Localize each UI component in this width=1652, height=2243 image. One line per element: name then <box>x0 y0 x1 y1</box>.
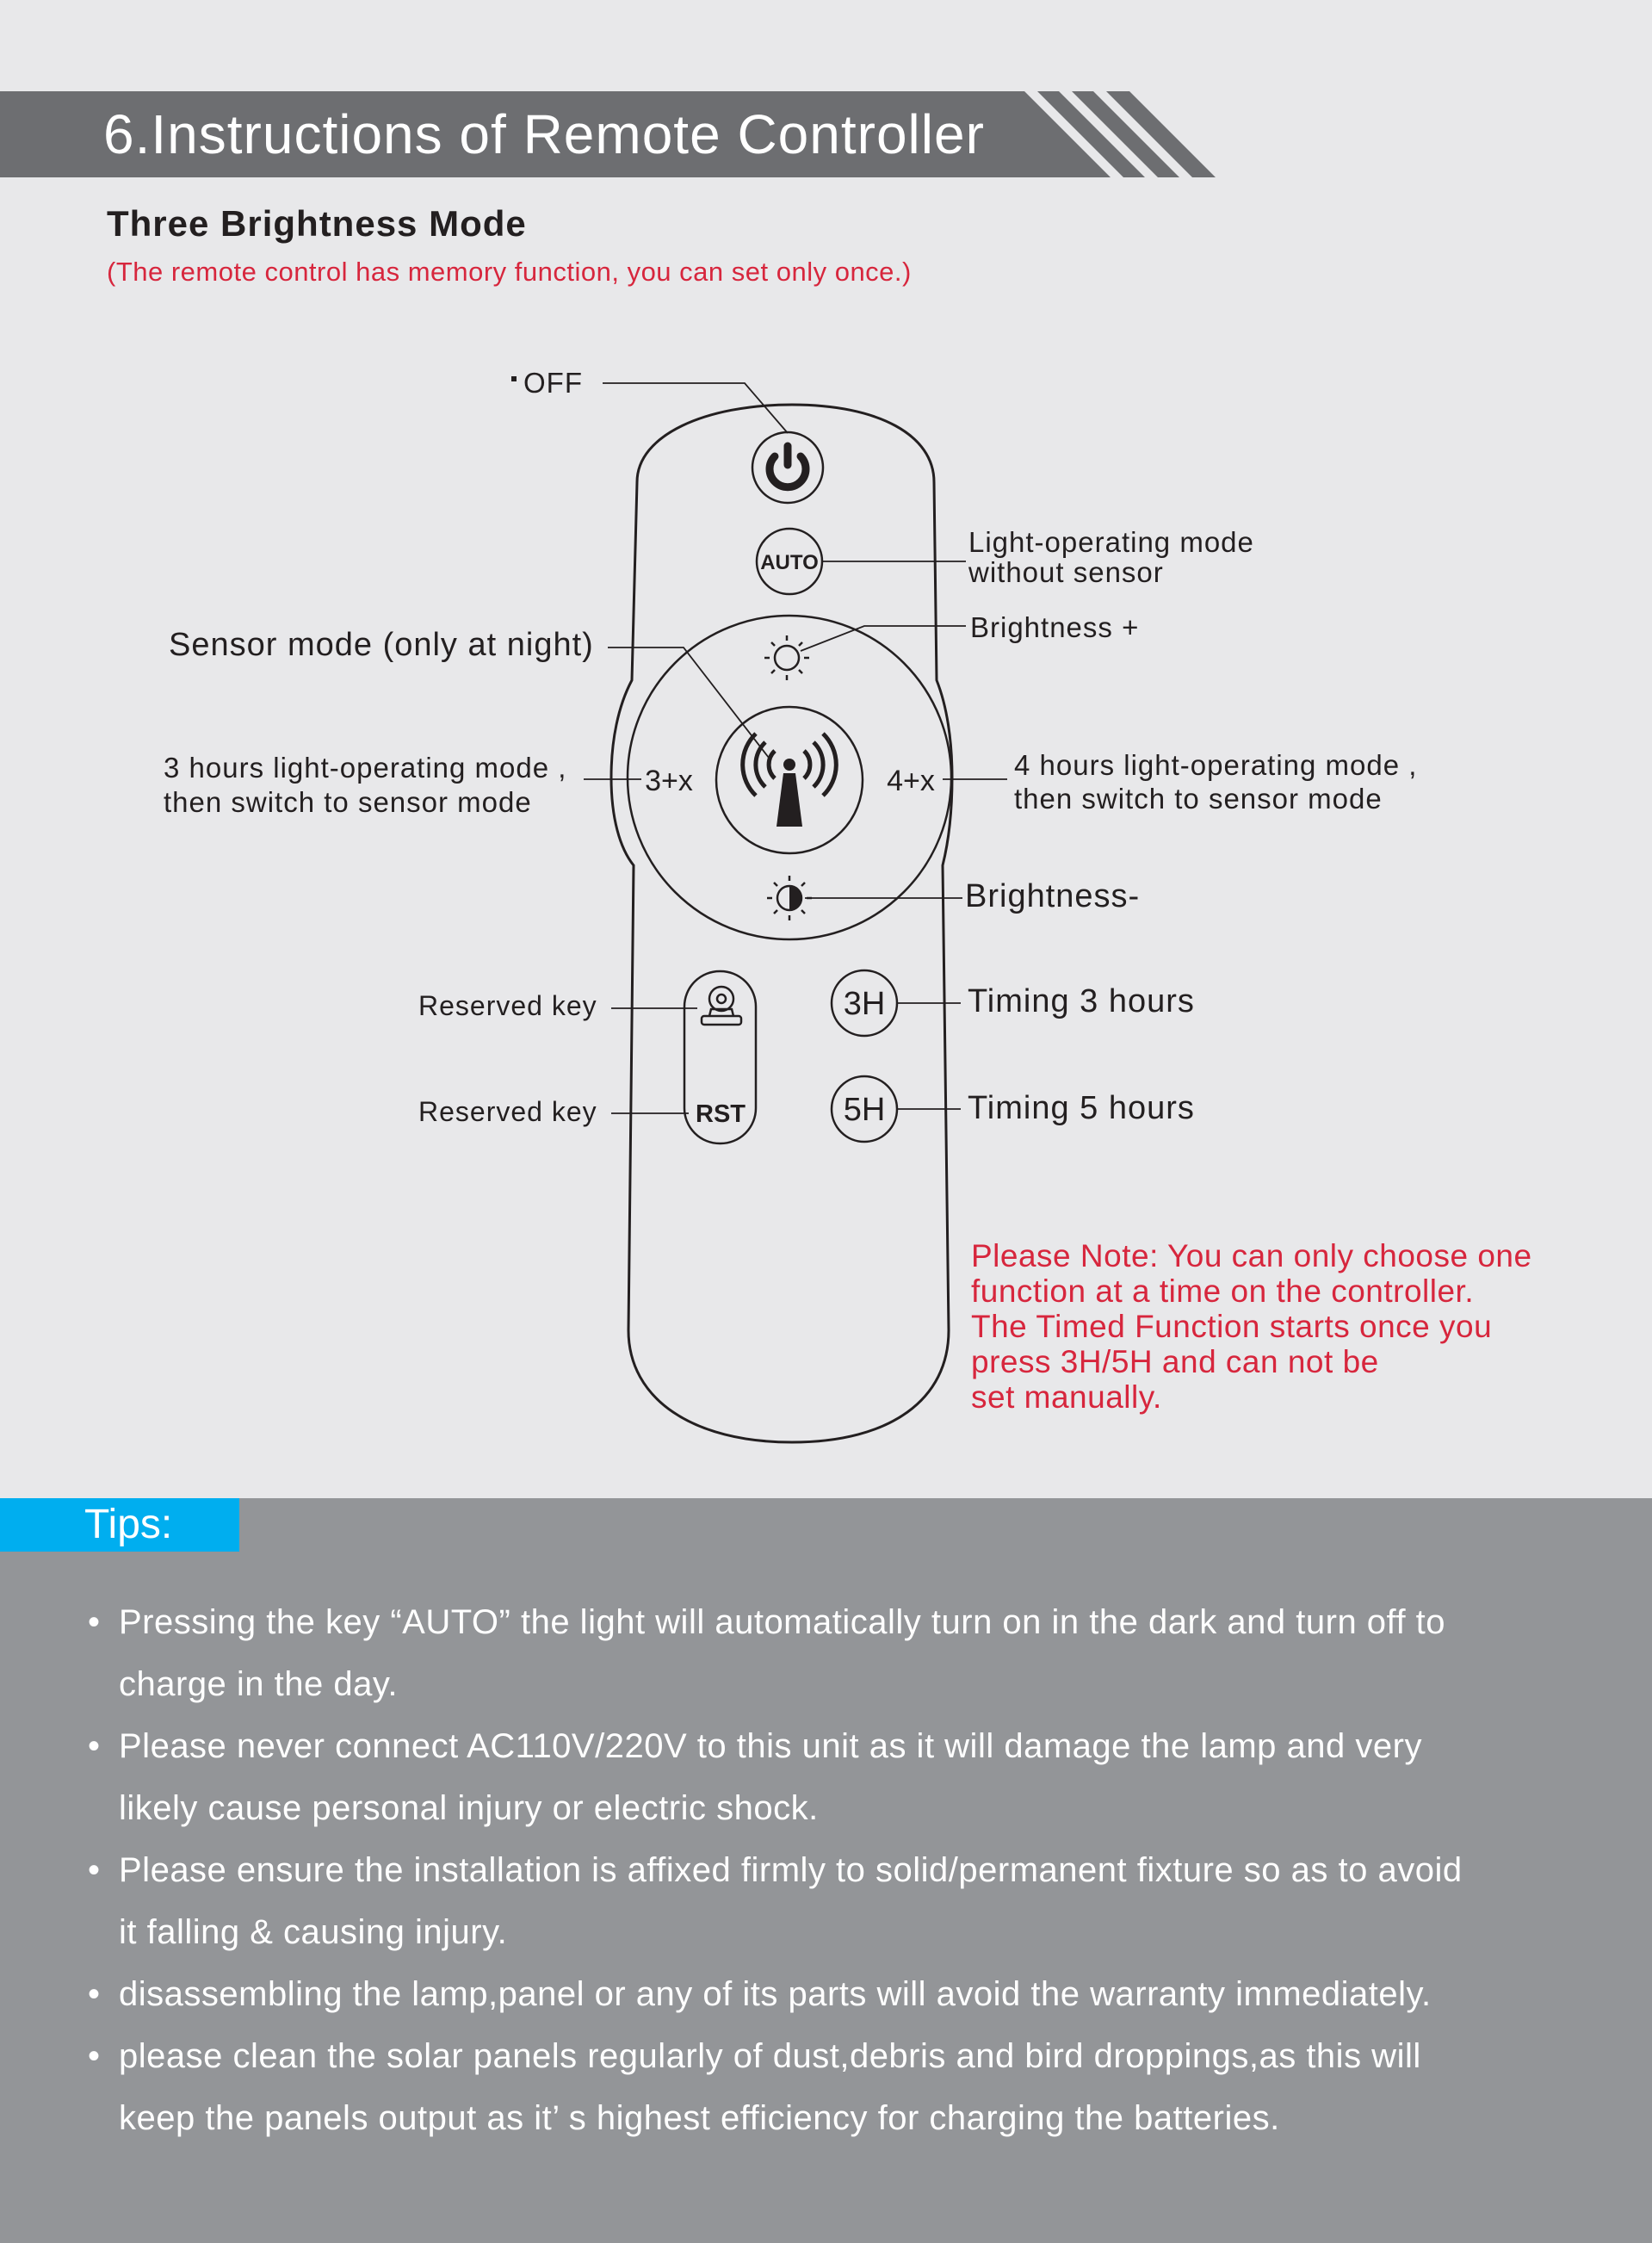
tip-line: disassembling the lamp,panel or any of its parts will avoid the warranty immediately. <box>119 1975 1432 2013</box>
tip-line: charge in the day. <box>119 1665 399 1703</box>
timing-3-label: Timing 3 hours <box>968 983 1195 1019</box>
note-line: Please Note: You can only choose one <box>971 1238 1532 1273</box>
three-h-button-label: 3H <box>843 986 886 1022</box>
auto-label-line1: Light-operating mode <box>968 526 1254 558</box>
tip-item: • please clean the solar panels regularly of dust,debris and bird droppings,as this will keep the panels output as it’ s highest efficiency for charging the batteries. <box>88 2037 1421 2137</box>
please-note <box>971 1238 1532 1415</box>
four-hours-label-line2: then switch to sensor mode <box>1014 783 1383 815</box>
note-line: function at a time on the controller. <box>971 1273 1475 1309</box>
tip-line: keep the panels output as it’ s highest efficiency for charging the batteries. <box>119 2099 1280 2137</box>
brightness-plus-label: Brightness + <box>970 611 1140 643</box>
tips-list <box>86 1591 1618 2149</box>
five-h-button-label: 5H <box>843 1092 886 1128</box>
brightness-minus-label: Brightness- <box>965 878 1141 914</box>
page-title: 6.Instructions of Remote Controller <box>103 103 985 165</box>
auto-label-line2: without sensor <box>968 556 1164 588</box>
tip-item: • Pressing the key “AUTO” the light will automatically turn on in the dark and turn off to charge in the day. <box>88 1603 1446 1703</box>
sensor-mode-label: Sensor mode (only at night) <box>169 627 594 663</box>
auto-button-label: AUTO <box>760 551 819 574</box>
reserved-key-label-1: Reserved key <box>418 990 597 1021</box>
reserved-key-label-2: Reserved key <box>418 1096 597 1127</box>
rst-button-label: RST <box>696 1100 746 1128</box>
camera-icon <box>702 987 741 1025</box>
tip-line: likely cause personal injury or electric shock. <box>119 1789 819 1827</box>
four-hours-label-line1: 4 hours light-operating mode , <box>1014 749 1418 781</box>
off-leader <box>603 383 788 433</box>
note-line: The Timed Function starts once you <box>971 1309 1493 1344</box>
sun-outline-icon <box>764 635 809 680</box>
three-x-button-label: 3+x <box>645 765 693 797</box>
timing-5-label: Timing 5 hours <box>968 1090 1195 1126</box>
tip-line: it falling & causing injury. <box>119 1913 508 1951</box>
tips-section <box>0 1498 1652 2243</box>
tip-line: Please ensure the installation is affixed firmly to solid/permanent fixture so as to avoid <box>119 1851 1463 1889</box>
three-hours-label-line1: 3 hours light-operating mode , <box>164 752 567 784</box>
tip-line: please clean the solar panels regularly of dust,debris and bird droppings,as this will <box>119 2037 1421 2075</box>
section-title: Three Brightness Mode <box>107 203 527 244</box>
tips-heading: Tips: <box>0 1498 239 1552</box>
power-icon <box>770 446 806 487</box>
off-bullet <box>511 376 517 381</box>
tip-item: • disassembling the lamp,panel or any of its parts will avoid the warranty immediately. <box>88 1975 1432 2013</box>
tip-item: • Please ensure the installation is affixed firmly to solid/permanent fixture so as to avoid it falling & causing injury. <box>88 1851 1463 1951</box>
three-hours-label-line2: then switch to sensor mode <box>164 786 532 818</box>
tip-item: • Please never connect AC110V/220V to this unit as it will damage the lamp and very likely cause personal injury or electric shock. <box>88 1727 1422 1827</box>
antenna-signal-icon <box>743 734 837 827</box>
four-x-button-label: 4+x <box>887 765 935 797</box>
note-line: set manually. <box>971 1379 1162 1415</box>
section-subtitle: (The remote control has memory function, you can set only once.) <box>107 257 912 287</box>
note-line: press 3H/5H and can not be <box>971 1344 1379 1379</box>
tip-line: Pressing the key “AUTO” the light will automatically turn on in the dark and turn off to <box>119 1603 1446 1641</box>
off-label: OFF <box>523 367 583 399</box>
brightness-plus-leader <box>801 626 966 651</box>
tip-line: Please never connect AC110V/220V to this unit as it will damage the lamp and very <box>119 1727 1422 1765</box>
